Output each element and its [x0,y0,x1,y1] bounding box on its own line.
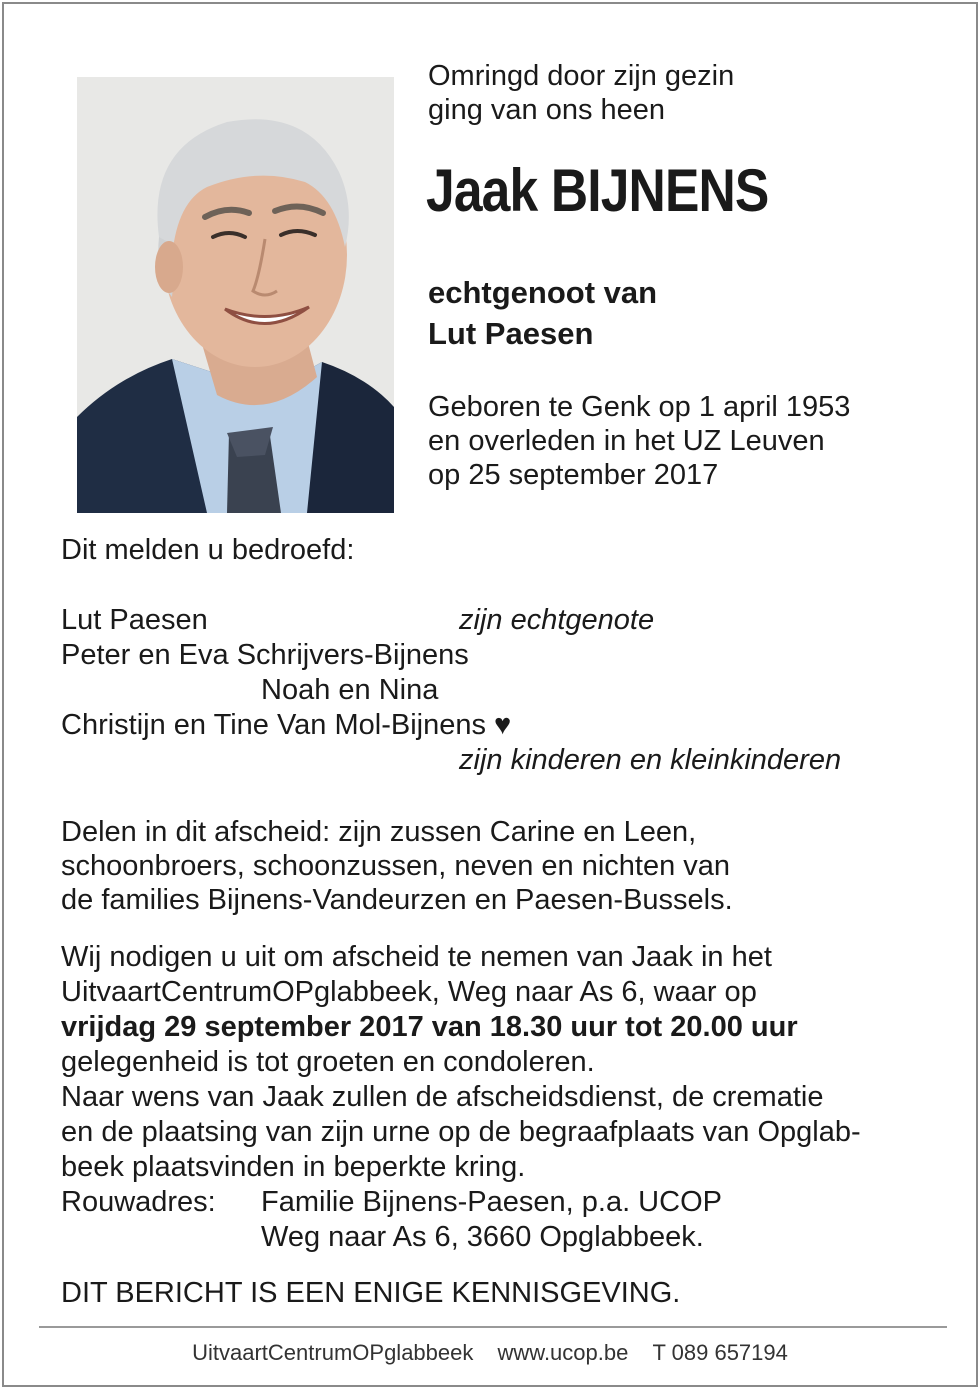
intro-text [428,59,734,127]
family-children-role: zijn kinderen en kleinkinderen [459,744,842,776]
footer-website[interactable]: www.ucop.be [497,1340,629,1365]
invite-line: Wij nodigen u uit om afscheid te nemen van Jaak in het [61,941,772,973]
address-line-2: Weg naar As 6, 3660 Opglabbeek. [261,1221,704,1253]
birth-line: op 25 september 2017 [428,459,719,491]
spouse-line: echtgenoot van [428,275,658,310]
family-spouse-name: Lut Paesen [61,604,208,636]
birth-death-info [428,390,850,492]
invite-line: UitvaartCentrumOPglabbeek, Weg naar As 6, waar op [61,976,757,1008]
family-child-1: Peter en Eva Schrijvers-Bijnens [61,639,469,671]
announce-text: Dit melden u bedroefd: [61,534,355,566]
footer-phone: T 089 657194 [652,1340,788,1365]
footer [4,1340,976,1366]
family-spouse-role: zijn echtgenote [459,604,655,636]
birth-line: en overleden in het UZ Leuven [428,425,825,457]
address-row [61,1185,861,1220]
visitation-time: vrijdag 29 september 2017 van 18.30 uur tot 20.00 uur [61,1011,798,1043]
wish-line: Naar wens van Jaak zullen de afscheidsdienst, de crematie [61,1081,824,1113]
invitation-paragraph [61,940,861,1255]
share-line: Delen in dit afscheid: zijn zussen Carine en Leen, [61,816,697,848]
spouse-line: Lut Paesen [428,316,594,351]
birth-line: Geboren te Genk op 1 april 1953 [428,391,851,423]
final-notice: DIT BERICHT IS EEN ENIGE KENNISGEVING. [61,1277,681,1309]
wish-line: beek plaatsvinden in beperkte kring. [61,1151,526,1183]
address-row [61,1220,861,1255]
obituary-card [2,2,978,1387]
invite-line: gelegenheid is tot groeten en condoleren. [61,1046,595,1078]
intro-line: ging van ons heen [428,94,666,126]
spouse-block [428,272,657,354]
deceased-name: Jaak BIJNENS [426,157,769,224]
footer-company: UitvaartCentrumOPglabbeek [192,1340,474,1365]
family-grandchildren-1: Noah en Nina [261,674,439,706]
share-line: schoonbroers, schoonzussen, neven en nichten van [61,850,731,882]
portrait-illustration [77,77,394,513]
share-paragraph [61,815,733,917]
family-child-2: Christijn en Tine Van Mol-Bijnens ♥ [61,709,512,741]
intro-line: Omringd door zijn gezin [428,60,735,92]
address-label: Rouwadres: [61,1186,216,1218]
portrait-photo [77,77,394,513]
footer-divider [39,1326,947,1328]
wish-line: en de plaatsing van zijn urne op de begraafplaats van Opglab- [61,1116,861,1148]
address-line-1: Familie Bijnens-Paesen, p.a. UCOP [261,1186,722,1218]
share-line: de families Bijnens-Vandeurzen en Paesen-Bussels. [61,884,733,916]
